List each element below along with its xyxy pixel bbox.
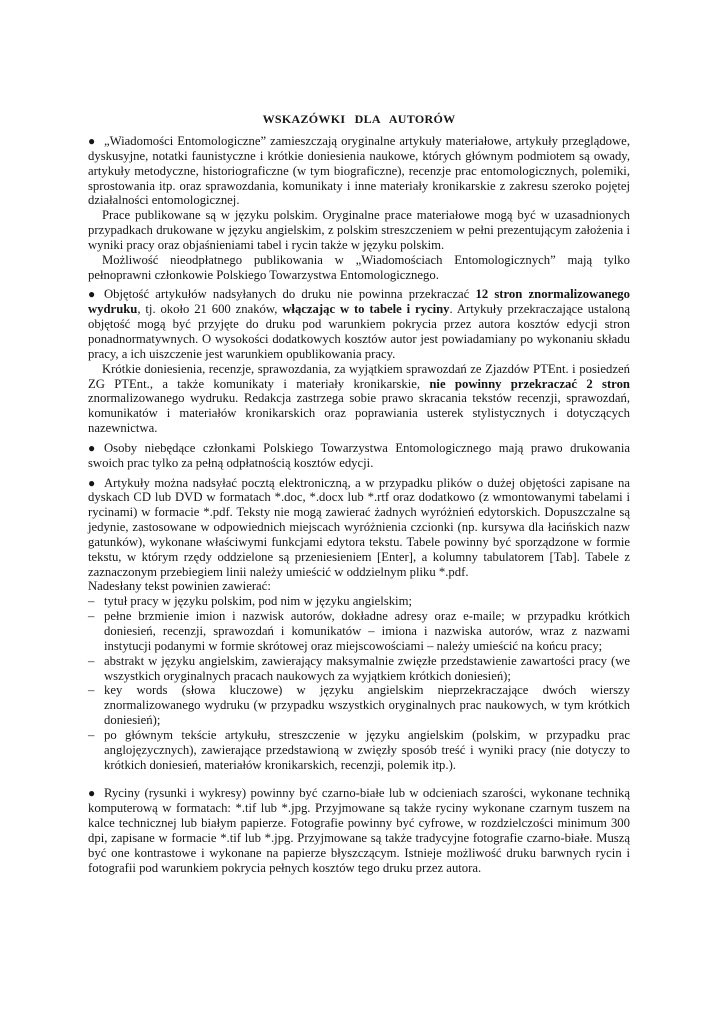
bullet-icon: ● [88, 475, 96, 490]
list-item-text: po głównym tekście artykułu, streszczenie w języku angielskim (polskim, w przypadku prac anglojęzycznych), zawierające przedstawioną w zwięzły sposób treść i wyniki pracy (nie dotyczy to krótkich doniesień, materiałów kronikarskich, recenzji, polemik itp.). [104, 727, 630, 772]
list-item [88, 728, 630, 773]
section-2-paragraph-2 [88, 362, 630, 436]
section-2-text-1e: . Artykuły przekraczające ustaloną objętość mogą być przyjęte do druku pod warunkiem pokrycia przez autora kosztów edycji stron ponadnormatywnych. O wysokości dodatkowych kosztów autor jest powiadamiany po wykonaniu składu pracy, a ich uiszczenie jest warunkiem opublikowania pracy. [88, 302, 630, 361]
section-3-paragraph-1 [88, 441, 630, 471]
section-3-text-1: Osoby niebędące członkami Polskiego Towarzystwa Entomologicznego mają prawo drukowania swoich prac tylko za pełną odpłatnością kosztów edycji. [88, 440, 630, 470]
page-title: WSKAZÓWKI DLA AUTORÓW [262, 112, 456, 126]
section-2-text-1a: Objętość artykułów nadsyłanych do druku nie powinna przekraczać [104, 287, 476, 302]
section-1-text-1: „Wiadomości Entomologiczne” zamieszczają oryginalne artykuły materiałowe, artykuły przeglądowe, dyskusyjne, notatki faunistyczne i krótkie doniesienia naukowe, których głównym podmiotem są owady, artykuły metodyczne, historiograficzne (w tym biograficzne), recenzje prac entomologicznych, polemiki, sprostowania itp. oraz sprawozdania, komunikaty i inne materiały kronikarskie z zakresu szeroko pojętej działalności entomologicznej. [88, 134, 630, 208]
bullet-icon: ● [88, 440, 96, 455]
section-4-paragraph-1 [88, 476, 630, 580]
section-2-text-2c: znormalizowanego wydruku. Redakcja zastrzega sobie prawo skracania tekstów recenzji, sprawozdań, komunikatów i materiałów kronikarskich oraz poprawiania usterek stylistycznych i dotyczących nazewnictwa. [88, 391, 630, 436]
section-2-paragraph-1 [88, 287, 630, 361]
list-item-text: tytuł pracy w języku polskim, pod nim w języku angielskim; [104, 594, 412, 609]
bullet-icon: ● [88, 786, 96, 801]
section-2-bold-tables: włączając w to tabele i ryciny [282, 302, 450, 317]
dash-icon: – [88, 609, 95, 624]
requirements-list [88, 594, 630, 772]
section-1-paragraph-3: Możliwość nieodpłatnego publikowania w „Wiadomościach Entomologicznych” mają tylko pełnoprawni członkowie Polskiego Towarzystwa Entomologicznego. [88, 252, 630, 282]
dash-icon: – [88, 683, 95, 698]
list-item [88, 594, 630, 609]
section-2-bold-limit: nie powinny przekraczać 2 stron [429, 376, 630, 391]
section-1-paragraph-2: Prace publikowane są w języku polskim. Oryginalne prace materiałowe mogą być w uzasadnionych przypadkach drukowane w języku angielskim, z polskim streszczeniem w pełni prezentującym założenia i wyniki pracy oraz objaśnieniami tabel i rycin także w języku polskim. [88, 208, 630, 252]
bullet-icon: ● [88, 287, 96, 302]
list-item-text: key words (słowa kluczowe) w języku angielskim nieprzekraczające dwóch wierszy znormalizowanego wydruku (w przypadku wszystkich oryginalnych prac naukowych, w tym krótkich doniesień); [104, 683, 630, 728]
dash-icon: – [88, 727, 95, 742]
section-4-text-1: Artykuły można nadsyłać pocztą elektroniczną, a w przypadku plików o dużej objętości zapisane na dyskach CD lub DVD w formatach *.doc, *.docx lub *.rtf oraz dodatkowo (z wmontowanymi tabelami i rycinami) w formacie *.pdf. Teksty nie mogą zawierać żadnych wyróżnień edytorskich. Dopuszczalne są jedynie, zastosowane w odpowiednich miejscach wyróżnienia czcionki (np. kursywa dla łacińskich nazw gatunków), wykonane właściwymi funkcjami edytora tekstu. Tabele powinny być sporządzone w formie tekstu, w którym rzędy oddzielone są przeniesieniem [Enter], a kolumny tabulatorem [Tab]. Tabele z zaznaczonym przebiegiem linii należy umieścić w oddzielnym pliku *.pdf. [88, 475, 630, 579]
section-5-text-1: Ryciny (rysunki i wykresy) powinny być czarno-białe lub w odcieniach szarości, wykonane techniką komputerową w formatach: *.tif lub *.jpg. Przyjmowane są także ryciny wykonane czarnym tuszem na kalce technicznej lub białym papierze. Fotografie powinny być cyfrowe, w rozdzielczości minimum 300 dpi, zapisane w formacie *.tif lub *.jpg. Przyjmowane są także tradycyjne fotografie czarno-białe. Muszą być one kontrastowe i wykonane na papierze błyszczącym. Istnieje możliwość druku barwnych rycin i fotografii pod warunkiem pokrycia pełnych kosztów tego druku przez autora. [88, 786, 630, 875]
list-item [88, 654, 630, 684]
section-1-paragraph-1 [88, 134, 630, 208]
list-item-text: abstrakt w języku angielskim, zawierający maksymalnie zwięzłe przedstawienie zawartości pracy (we wszystkich oryginalnych pracach naukowych za wyjątkiem krótkich doniesień); [104, 653, 630, 683]
section-2-bold-pages: 12 stron znormalizowanego wydruku [88, 287, 630, 317]
section-4-paragraph-2: Nadesłany tekst powinien zawierać: [88, 579, 271, 594]
dash-icon: – [88, 653, 95, 668]
bullet-icon: ● [88, 134, 96, 148]
section-2-text-2a: Krótkie doniesienia, recenzje, sprawozdania, za wyjątkiem sprawozdań ze Zjazdów PTEnt. i posiedzeń ZG PTEnt., a także komunikaty i materiały kronikarskie, [88, 361, 630, 391]
list-item [88, 683, 630, 728]
document-body [88, 134, 630, 876]
list-item-text: pełne brzmienie imion i nazwisk autorów, dokładne adresy oraz e-maile; w przypadku krótkich doniesień, recenzji, sprawozdań i komunikatów – imiona i nazwiska autorów, wraz z nazwami instytucji podanymi w formie skrótowej oraz miejscowościami – należy umieścić na końcu pracy; [104, 609, 630, 653]
section-2-text-1c: , tj. około 21 600 znaków, [137, 302, 283, 317]
dash-icon: – [88, 594, 95, 609]
section-5-paragraph-1 [88, 786, 630, 875]
list-item [88, 609, 630, 654]
